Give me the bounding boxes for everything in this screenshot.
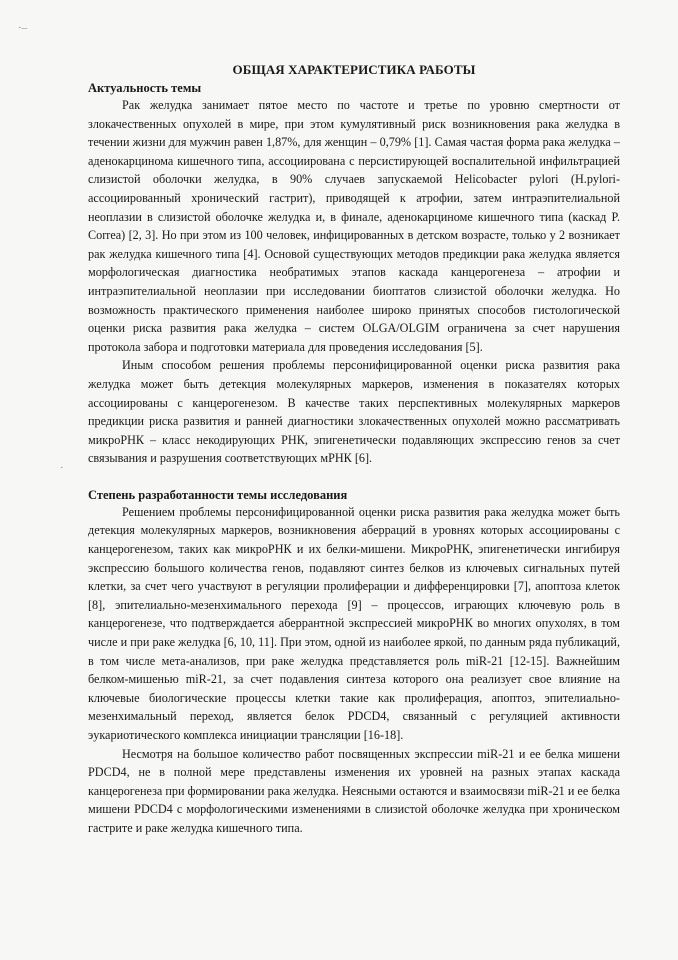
paragraph: Иным способом решения проблемы персонифицированной оценки риска развития рака желудка может быть детекция молекулярных маркеров, изменения в показателях которых ассоциированы с канцерогенезом. В качестве таких перспективных молекулярных маркеров предикции риска развития и ранней диагностики злокачественных опухолей можно рассматривать микроРНК – класс некодирующих РНК, эпигенетически подавляющих экспрессию генов за счет связывания и разрушения соответствующих мРНК [6]. — [88, 358, 620, 466]
scan-mark: · — [60, 462, 64, 474]
paragraph: Несмотря на большое количество работ посвященных экспрессии miR-21 и ее белка мишени PDCD4, не в полной мере представлены изменения их уровней на разных этапах каскада канцерогенеза при формировании рака желудка. Неясными остаются и взаимосвязи miR-21 и ее белка мишени PDCD4 с морфологическими изменениями в слизистой оболочке желудка при хроническом гастрите и раке желудка кишечного типа. — [88, 746, 620, 835]
section-heading-development-degree: Степень разработанности темы исследования — [88, 487, 348, 502]
document-title: ОБЩАЯ ХАРАКТЕРИСТИКА РАБОТЫ — [232, 62, 476, 77]
document-body — [88, 62, 620, 838]
section-heading-relevance: Актуальность темы — [88, 81, 202, 95]
paragraph: Решением проблемы персонифицированной оценки риска развития рака желудка может быть детекция молекулярных маркеров, возникновения аберраций в уровнях которых ассоциированы с канцерогенезом, таких как микроРНК и их белки-мишени. МикроРНК, эпигенетически ингибируя экспрессию большого количества генов, подавляют синтез белков из ключевых сигнальных путей клетки, за счет чего участвуют в регуляции пролиферации и дифференцировки [7], апоптоза клеток [8], эпителиально-мезенхимального перехода [9] – процессов, играющих ключевую роль в канцерогенезе, что подтверждается аберрантной экспрессией микроРНК во многих опухолях, в том числе и при раке желудка [6, 10, 11]. При этом, одной из наиболее яркой, по данным ряда публикаций, в том числе мета-анализов, при раке желудка представляется роль miR-21 [12-15]. Важнейшим белком-мишенью miR-21, за счет подавления синтеза которого она реализует свое влияние на ключевые биологические процессы клетки такие как пролиферация, апоптоз, эпителиально-мезенхимальный переход, является белок PDCD4, связанный с регуляцией активности эукариотического комплекса инициации трансляции [16-18]. — [88, 504, 620, 742]
scan-mark: ·– — [18, 22, 28, 34]
paragraph: Рак желудка занимает пятое место по частоте и третье по уровню смертности от злокачественных опухолей в мире, при этом кумулятивный риск возникновения рака желудка в течении жизни для мужчин равен 1,87%, для женщин – 0,79% [1]. Самая частая форма рака желудка – аденокарцинома кишечного типа, ассоциирована с персистирующей воспалительной инфильтрацией слизистой оболочки желудка, в 90% случаев запускаемой Helicobacter pylori (H.pylori-ассоциированный хронический гастрит), приводящей к атрофии, затем интраэпителиальной неоплазии в слизистой оболочке желудка и, в финале, аденокарциноме кишечного типа (каскад P. Correa) [2, 3]. Но при этом из 100 человек, инфицированных в детском возрасте, только у 2 возникает рак желудка кишечного типа [4]. Основой существующих методов предикции рака желудка является морфологическая диагностика необратимых этапов каскада канцерогенеза – атрофии и интраэпителиальной неоплазии при исследовании биоптатов слизистой оболочки желудка. Но возможность практического применения наиболее широко принятых способов гистологической оценки риска развития рака желудка – систем OLGA/OLGIM ограничена за счет нарушения протокола забора и подготовки материала для проведения исследования [5]. — [88, 98, 620, 354]
